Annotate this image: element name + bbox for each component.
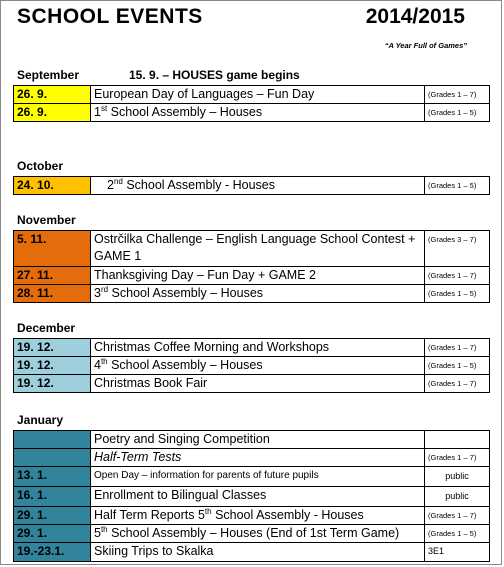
month-label: September — [17, 68, 80, 82]
table-row — [14, 177, 490, 195]
event-name: Half Term Reports 5th School Assembly - Houses — [91, 507, 425, 525]
table-row — [14, 86, 490, 104]
table-row — [14, 231, 490, 267]
month-heading-december — [17, 321, 75, 335]
event-date: 26. 9. — [14, 86, 91, 104]
table-row — [14, 543, 490, 562]
events-table-november — [13, 230, 490, 303]
table-row — [14, 525, 490, 543]
month-label: December — [17, 321, 76, 335]
event-grades: (Grades 1 – 5) — [425, 357, 490, 375]
event-date: 27. 11. — [14, 267, 91, 285]
events-table-january — [13, 430, 490, 562]
event-date: 19.-23.1. — [14, 543, 91, 562]
event-grades — [425, 431, 490, 449]
event-date: 19. 12. — [14, 375, 91, 393]
table-row — [14, 375, 490, 393]
school-year: 2014/2015 — [365, 5, 465, 28]
document-subtitle: “A Year Full of Games” — [384, 41, 467, 50]
event-date: 16. 1. — [14, 487, 91, 507]
document-title: SCHOOL EVENTS — [17, 5, 203, 28]
event-name: Enrollment to Bilingual Classes — [91, 487, 425, 507]
event-name: 3rd School Assembly – Houses — [91, 285, 425, 303]
table-row — [14, 267, 490, 285]
table-row — [14, 339, 490, 357]
event-grades: (Grades 1 – 5) — [425, 104, 490, 122]
event-name: Ostrčilka Challenge – English Language School Contest + GAME 1 — [91, 231, 425, 267]
event-name: Open Day – information for parents of future pupils — [91, 467, 425, 487]
event-date — [14, 431, 91, 449]
event-name: 2nd School Assembly - Houses — [91, 177, 425, 195]
event-date: 29. 1. — [14, 507, 91, 525]
events-table-october — [13, 176, 490, 195]
table-row — [14, 449, 490, 467]
month-label: November — [17, 213, 76, 227]
table-row — [14, 487, 490, 507]
event-name: 1st School Assembly – Houses — [91, 104, 425, 122]
table-row — [14, 507, 490, 525]
event-name: Skiing Trips to Skalka — [91, 543, 425, 562]
event-grades: (Grades 1 – 7) — [425, 267, 490, 285]
table-row — [14, 285, 490, 303]
event-name: Christmas Book Fair — [91, 375, 425, 393]
event-grades: (Grades 1 – 7) — [425, 86, 490, 104]
table-row — [14, 431, 490, 449]
event-date: 5. 11. — [14, 231, 91, 267]
event-date: 19. 12. — [14, 339, 91, 357]
event-grades: (Grades 1 – 7) — [425, 339, 490, 357]
event-grades: (Grades 1 – 5) — [425, 177, 490, 195]
month-label: January — [17, 413, 64, 427]
event-date: 29. 1. — [14, 525, 91, 543]
table-row — [14, 357, 490, 375]
event-name: 4th School Assembly – Houses — [91, 357, 425, 375]
month-heading-january — [17, 413, 63, 427]
table-row — [14, 467, 490, 487]
event-grades: (Grades 1 – 7) — [425, 449, 490, 467]
event-grades: (Grades 1 – 5) — [425, 525, 490, 543]
event-name: 5th School Assembly – Houses (End of 1st Term Game) — [91, 525, 425, 543]
event-name: European Day of Languages – Fun Day — [91, 86, 425, 104]
event-name: Christmas Coffee Morning and Workshops — [91, 339, 425, 357]
events-table-september — [13, 85, 490, 122]
event-date: 28. 11. — [14, 285, 91, 303]
event-date: 26. 9. — [14, 104, 91, 122]
event-grades: (Grades 1 – 7) — [425, 507, 490, 525]
event-name: Half-Term Tests — [91, 449, 425, 467]
event-grades: public — [425, 487, 490, 507]
event-date — [14, 449, 91, 467]
event-grades: (Grades 1 – 5) — [425, 285, 490, 303]
event-grades: 3E1 — [425, 543, 490, 562]
event-date: 19. 12. — [14, 357, 91, 375]
month-heading-october — [17, 159, 63, 173]
event-name: Thanksgiving Day – Fun Day + GAME 2 — [91, 267, 425, 285]
month-heading-september — [17, 68, 300, 82]
event-date: 13. 1. — [14, 467, 91, 487]
table-row — [14, 104, 490, 122]
event-name: Poetry and Singing Competition — [91, 431, 425, 449]
event-grades: (Grades 1 – 7) — [425, 375, 490, 393]
event-grades: (Grades 3 – 7) — [425, 231, 490, 267]
month-heading-november — [17, 213, 76, 227]
month-label: October — [17, 159, 64, 173]
event-grades: public — [425, 467, 490, 487]
event-date: 24. 10. — [14, 177, 91, 195]
month-note: 15. 9. – HOUSES game begins — [129, 68, 300, 82]
events-table-december — [13, 338, 490, 393]
